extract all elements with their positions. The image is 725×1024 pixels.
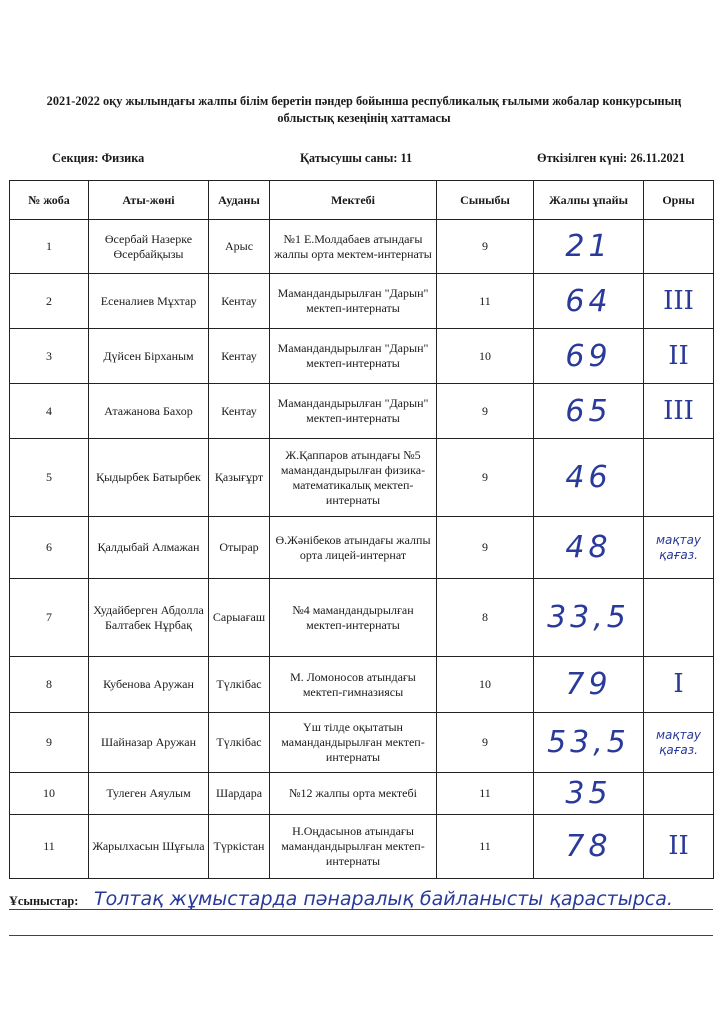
district: Түлкібас bbox=[209, 713, 270, 773]
student-name: Атажанова Бахор bbox=[89, 384, 209, 439]
student-name: Кубенова Аружан bbox=[89, 657, 209, 713]
district: Қазығұрт bbox=[209, 439, 270, 517]
district: Кентау bbox=[209, 329, 270, 384]
col-header-place: Орны bbox=[644, 181, 714, 220]
table-row bbox=[10, 384, 714, 439]
school-name: Н.Оңдасынов атындағы мамандандырылған мектеп-интернаты bbox=[270, 815, 437, 879]
place: I bbox=[644, 657, 714, 713]
row-number: 10 bbox=[10, 773, 89, 815]
place bbox=[644, 220, 714, 274]
row-number: 9 bbox=[10, 713, 89, 773]
district: Шардара bbox=[209, 773, 270, 815]
grade: 8 bbox=[437, 579, 534, 657]
table-row bbox=[10, 274, 714, 329]
place bbox=[644, 439, 714, 517]
row-number: 8 bbox=[10, 657, 89, 713]
student-name: Тулеген Аяулым bbox=[89, 773, 209, 815]
recommendations bbox=[9, 886, 713, 946]
table-row bbox=[10, 439, 714, 517]
student-name: Шайназар Аружан bbox=[89, 713, 209, 773]
student-name: Есеналиев Мұхтар bbox=[89, 274, 209, 329]
col-header-grade: Сыныбы bbox=[437, 181, 534, 220]
total-score: 21 bbox=[534, 220, 644, 274]
row-number: 3 bbox=[10, 329, 89, 384]
school-name: Мамандандырылған "Дарын" мектеп-интернаты bbox=[270, 274, 437, 329]
student-name: Қалдыбай Алмажан bbox=[89, 517, 209, 579]
grade: 9 bbox=[437, 713, 534, 773]
col-header-district: Ауданы bbox=[209, 181, 270, 220]
grade: 9 bbox=[437, 439, 534, 517]
district: Түркістан bbox=[209, 815, 270, 879]
held-date: Өткізілген күні: 26.11.2021 bbox=[537, 151, 685, 165]
total-score: 64 bbox=[534, 274, 644, 329]
school-name: Ө.Жәнібеков атындағы жалпы орта лицей-интернат bbox=[270, 517, 437, 579]
total-score: 48 bbox=[534, 517, 644, 579]
grade: 11 bbox=[437, 274, 534, 329]
student-name: Худайберген Абдолла Балтабек Нұрбақ bbox=[89, 579, 209, 657]
grade: 11 bbox=[437, 773, 534, 815]
school-name: Мамандандырылған "Дарын" мектеп-интернаты bbox=[270, 329, 437, 384]
school-name: №1 Е.Молдабаев атындағы жалпы орта мектем-интернаты bbox=[270, 220, 437, 274]
total-score: 69 bbox=[534, 329, 644, 384]
district: Сарыағаш bbox=[209, 579, 270, 657]
section-label: Секция: Физика bbox=[52, 151, 145, 165]
recommendations-text: Толтақ жұмыстарда пәнаралық байланысты қарастырса. bbox=[94, 888, 673, 910]
col-header-score: Жалпы ұпайы bbox=[534, 181, 644, 220]
grade: 9 bbox=[437, 384, 534, 439]
student-name: Қыдырбек Батырбек bbox=[89, 439, 209, 517]
title-line-2: облыстық кезеңінің хаттамасы bbox=[277, 111, 451, 125]
header-row bbox=[10, 181, 714, 220]
row-number: 1 bbox=[10, 220, 89, 274]
row-number: 11 bbox=[10, 815, 89, 879]
school-name: М. Ломоносов атындағы мектеп-гимназиясы bbox=[270, 657, 437, 713]
place: мақтау қағаз. bbox=[644, 517, 714, 579]
row-number: 4 bbox=[10, 384, 89, 439]
table-row bbox=[10, 657, 714, 713]
total-score: 65 bbox=[534, 384, 644, 439]
school-name: Мамандандырылған "Дарын" мектеп-интернаты bbox=[270, 384, 437, 439]
total-score: 33,5 bbox=[534, 579, 644, 657]
place: II bbox=[644, 329, 714, 384]
place: II bbox=[644, 815, 714, 879]
title-line-1: 2021-2022 оқу жылындағы жалпы білім беретін пәндер бойынша республикалық ғылыми жобалар конкурсының bbox=[46, 94, 682, 108]
results-table bbox=[9, 180, 714, 879]
school-name: Үш тілде оқытатын мамандандырылған мектеп-интернаты bbox=[270, 713, 437, 773]
grade: 9 bbox=[437, 220, 534, 274]
recommendations-label: Ұсыныстар: bbox=[9, 894, 79, 908]
table-row bbox=[10, 220, 714, 274]
row-number: 2 bbox=[10, 274, 89, 329]
participants-count: Қатысушы саны: 11 bbox=[300, 151, 413, 165]
total-score: 79 bbox=[534, 657, 644, 713]
row-number: 6 bbox=[10, 517, 89, 579]
school-name: №12 жалпы орта мектебі bbox=[270, 773, 437, 815]
grade: 10 bbox=[437, 329, 534, 384]
student-name: Дүйсен Бірханым bbox=[89, 329, 209, 384]
total-score: 46 bbox=[534, 439, 644, 517]
col-header-school: Мектебі bbox=[270, 181, 437, 220]
col-header-no: № жоба bbox=[10, 181, 89, 220]
document-title bbox=[8, 93, 720, 127]
table-row bbox=[10, 517, 714, 579]
table-row bbox=[10, 773, 714, 815]
student-name: Жарылхасын Шұғыла bbox=[89, 815, 209, 879]
total-score: 35 bbox=[534, 773, 644, 815]
school-name: №4 мамандандырылған мектеп-интернаты bbox=[270, 579, 437, 657]
district: Арыс bbox=[209, 220, 270, 274]
table-row bbox=[10, 329, 714, 384]
note-line-2 bbox=[9, 935, 713, 936]
total-score: 78 bbox=[534, 815, 644, 879]
place bbox=[644, 579, 714, 657]
total-score: 53,5 bbox=[534, 713, 644, 773]
district: Кентау bbox=[209, 384, 270, 439]
col-header-name: Аты-жөні bbox=[89, 181, 209, 220]
place: мақтау қағаз. bbox=[644, 713, 714, 773]
school-name: Ж.Қаппаров атындағы №5 мамандандырылған физика-математикалық мектеп-интернаты bbox=[270, 439, 437, 517]
student-name: Өсербай Назерке Өсербайқызы bbox=[89, 220, 209, 274]
table-row bbox=[10, 579, 714, 657]
table-row bbox=[10, 815, 714, 879]
grade: 9 bbox=[437, 517, 534, 579]
grade: 11 bbox=[437, 815, 534, 879]
place: III bbox=[644, 384, 714, 439]
district: Түлкібас bbox=[209, 657, 270, 713]
table-row bbox=[10, 713, 714, 773]
district: Отырар bbox=[209, 517, 270, 579]
grade: 10 bbox=[437, 657, 534, 713]
place: III bbox=[644, 274, 714, 329]
row-number: 7 bbox=[10, 579, 89, 657]
row-number: 5 bbox=[10, 439, 89, 517]
place bbox=[644, 773, 714, 815]
district: Кентау bbox=[209, 274, 270, 329]
